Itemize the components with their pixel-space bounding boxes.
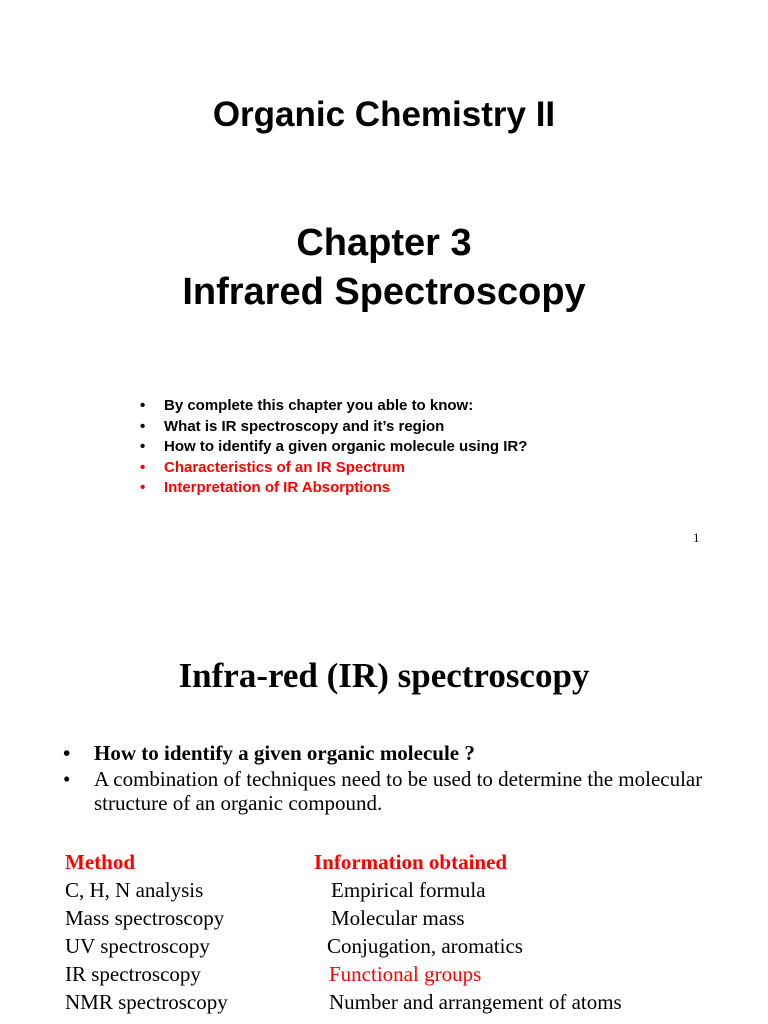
methods-table: [65, 848, 725, 1016]
objective-text: Interpretation of IR Absorptions: [164, 479, 391, 497]
bullet-icon: •: [140, 417, 146, 435]
bullet-icon: •: [63, 767, 71, 791]
table-row: [65, 876, 725, 904]
info-cell: Number and arrangement of atoms: [329, 990, 622, 1014]
objective-item: [140, 437, 527, 458]
bullet-icon: •: [63, 741, 71, 765]
method-cell: IR spectroscopy: [65, 962, 201, 986]
point-text: How to identify a given organic molecule ?: [94, 741, 475, 765]
point-text: A combination of techniques need to be used to determine the molecular structure of an organic compound.: [94, 767, 703, 815]
table-row: [65, 904, 725, 932]
objective-text: Characteristics of an IR Spectrum: [164, 458, 405, 476]
point-item: [63, 741, 723, 765]
method-cell: NMR spectroscopy: [65, 990, 228, 1014]
objectives-list: [140, 396, 527, 499]
objective-item-highlighted: [140, 478, 527, 499]
info-cell-highlighted: Functional groups: [329, 962, 482, 986]
page-number: 1: [693, 530, 700, 545]
bullet-icon: •: [140, 458, 146, 476]
methods-table-header: [65, 848, 725, 876]
bullet-icon: •: [140, 397, 146, 414]
objective-text: What is IR spectroscopy and it’s region: [164, 417, 445, 435]
section-title: Infra-red (IR) spectroscopy: [178, 656, 590, 695]
chapter-number: Chapter 3: [296, 222, 472, 264]
table-row: [65, 988, 725, 1016]
course-title: Organic Chemistry II: [212, 95, 556, 134]
method-cell: UV spectroscopy: [65, 934, 210, 958]
bullet-icon: •: [140, 438, 146, 456]
table-row: [65, 960, 725, 988]
info-column-header: Information obtained: [314, 850, 508, 874]
objective-item: [140, 396, 527, 417]
method-column-header: Method: [65, 850, 135, 874]
method-cell: C, H, N analysis: [65, 878, 204, 902]
info-cell: Molecular mass: [331, 906, 465, 930]
chapter-title: Infrared Spectroscopy: [182, 271, 586, 313]
points-list: [63, 741, 723, 817]
objective-text: How to identify a given organic molecule using IR?: [164, 438, 528, 456]
bullet-icon: •: [140, 479, 146, 497]
objective-item: [140, 417, 527, 438]
objective-item-highlighted: [140, 458, 527, 479]
table-row: [65, 932, 725, 960]
info-cell: Conjugation, aromatics: [327, 934, 523, 958]
point-item: [63, 767, 723, 815]
method-cell: Mass spectroscopy: [65, 906, 225, 930]
objective-text: By complete this chapter you able to know:: [164, 397, 474, 414]
info-cell: Empirical formula: [331, 878, 486, 902]
